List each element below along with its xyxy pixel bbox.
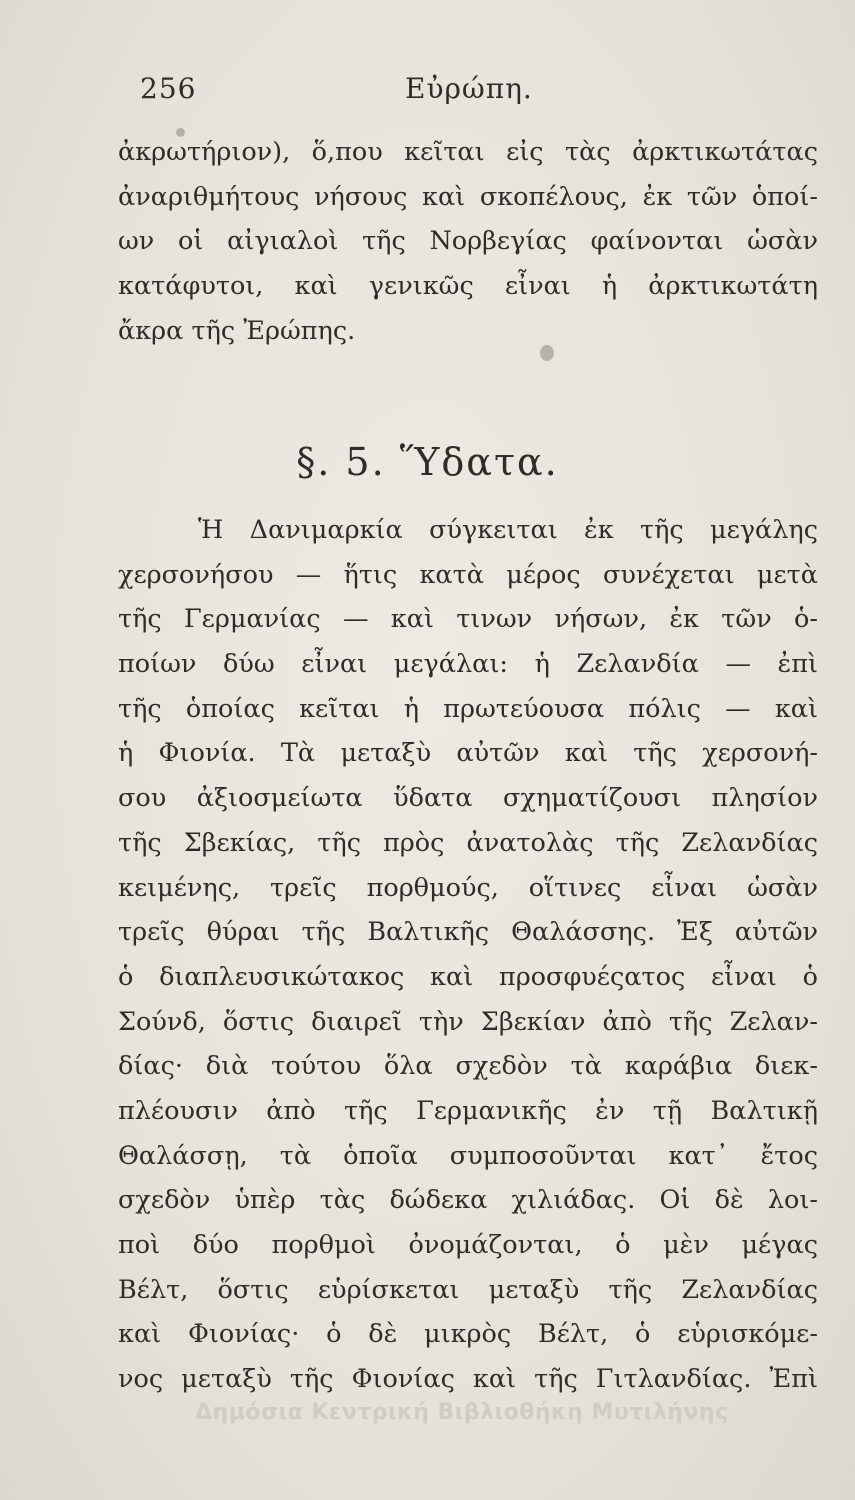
text-line: ἀναριθμήτους νήσους καὶ σκοπέλους, ἐκ τῶν ὁποί- <box>118 181 818 212</box>
text-line: ποὶ δύο πορθμοὶ ὀνομάζονται, ὁ μὲν μέγας <box>118 1230 818 1260</box>
text-line: Σούνδ, ὅστις διαιρεῖ τὴν Σβεκίαν ἀπὸ τῆς Ζελαν- <box>118 1006 818 1037</box>
text-line: τῆς Γερμανίας — καὶ τινων νήσων, ἐκ τῶν ὁ- <box>118 604 818 635</box>
paragraph-2 <box>118 508 818 1402</box>
text-line: Θαλάσσῃ, τὰ ὁποῖα συμποσοῦνται κατ᾽ ἔτος <box>118 1140 818 1171</box>
page-header <box>140 72 720 112</box>
text-line: νος μεταξὺ τῆς Φιονίας καὶ τῆς Γιτλανδίας. Ἐπὶ <box>118 1364 818 1395</box>
text-line: ἡ Φιονία. Τὰ μεταξὺ αὐτῶν καὶ τῆς χερσονή- <box>118 738 818 769</box>
section-heading: §. 5. Ὕδατα. <box>296 440 559 484</box>
ink-spot <box>176 128 185 137</box>
text-line: πλέουσιν ἀπὸ τῆς Γερμανικῆς ἐν τῇ Βαλτικῇ <box>118 1095 818 1126</box>
text-line: ποίων δύω εἶναι μεγάλαι: ἡ Ζελανδία — ἐπὶ <box>118 649 818 680</box>
text-line: καὶ Φιονίας· ὁ δὲ μικρὸς Βέλτ, ὁ εὑρισκόμε- <box>118 1319 818 1350</box>
text-line: ων οἱ αἰγιαλοὶ τῆς Νορβεγίας φαίνονται ὡσὰν <box>118 226 818 257</box>
text-line: ἀκρωτήριον), ὅ,που κεῖται εἰς τὰς ἀρκτικωτάτας <box>118 137 818 167</box>
text-line: τῆς Σβεκίας, τῆς πρὸς ἀνατολὰς τῆς Ζελανδίας <box>118 827 818 858</box>
text-line: δίας· διὰ τούτου ὅλα σχεδὸν τὰ καράβια διεκ- <box>118 1051 818 1082</box>
paragraph-1 <box>118 130 818 353</box>
text-line: κατάφυτοι, καὶ γενικῶς εἶναι ἡ ἀρκτικωτάτη <box>118 271 818 302</box>
text-line: Βέλτ, ὅστις εὑρίσκεται μεταξὺ τῆς Ζελανδίας <box>118 1274 818 1305</box>
text-line: χερσονήσου — ἥτις κατὰ μέρος συνέχεται μετὰ <box>118 559 818 590</box>
running-title: Εὐρώπη. <box>405 72 533 105</box>
text-line: τρεῖς θύραι τῆς Βαλτικῆς Θαλάσσης. Ἐξ αὐτῶν <box>118 917 818 948</box>
text-line: σου ἀξιοσμείωτα ὕδατα σχηματίζουσι πλησίον <box>118 783 818 814</box>
text-line: Ἡ Δανιμαρκία σύγκειται ἐκ τῆς μεγάλης <box>198 515 818 545</box>
text-line: ὁ διαπλευσικώτακος καὶ προσφυέςατος εἶναι ὁ <box>118 961 818 992</box>
text-line: σχεδὸν ὑπὲρ τὰς δώδεκα χιλιάδας. Οἱ δὲ λοι- <box>118 1185 818 1216</box>
text-line: κειμένης, τρεῖς πορθμούς, οἵτινες εἶναι ὡσὰν <box>118 872 818 903</box>
page-number: 256 <box>140 72 197 105</box>
library-watermark: Δημόσια Κεντρική Βιβλιοθήκη Μυτιλήνης <box>195 1400 729 1425</box>
text-line: ἄκρα τῆς Ἐρώπης. <box>118 315 356 346</box>
text-line: τῆς ὁποίας κεῖται ἡ πρωτεύουσα πόλις — καὶ <box>118 693 818 724</box>
ink-spot <box>540 345 554 361</box>
